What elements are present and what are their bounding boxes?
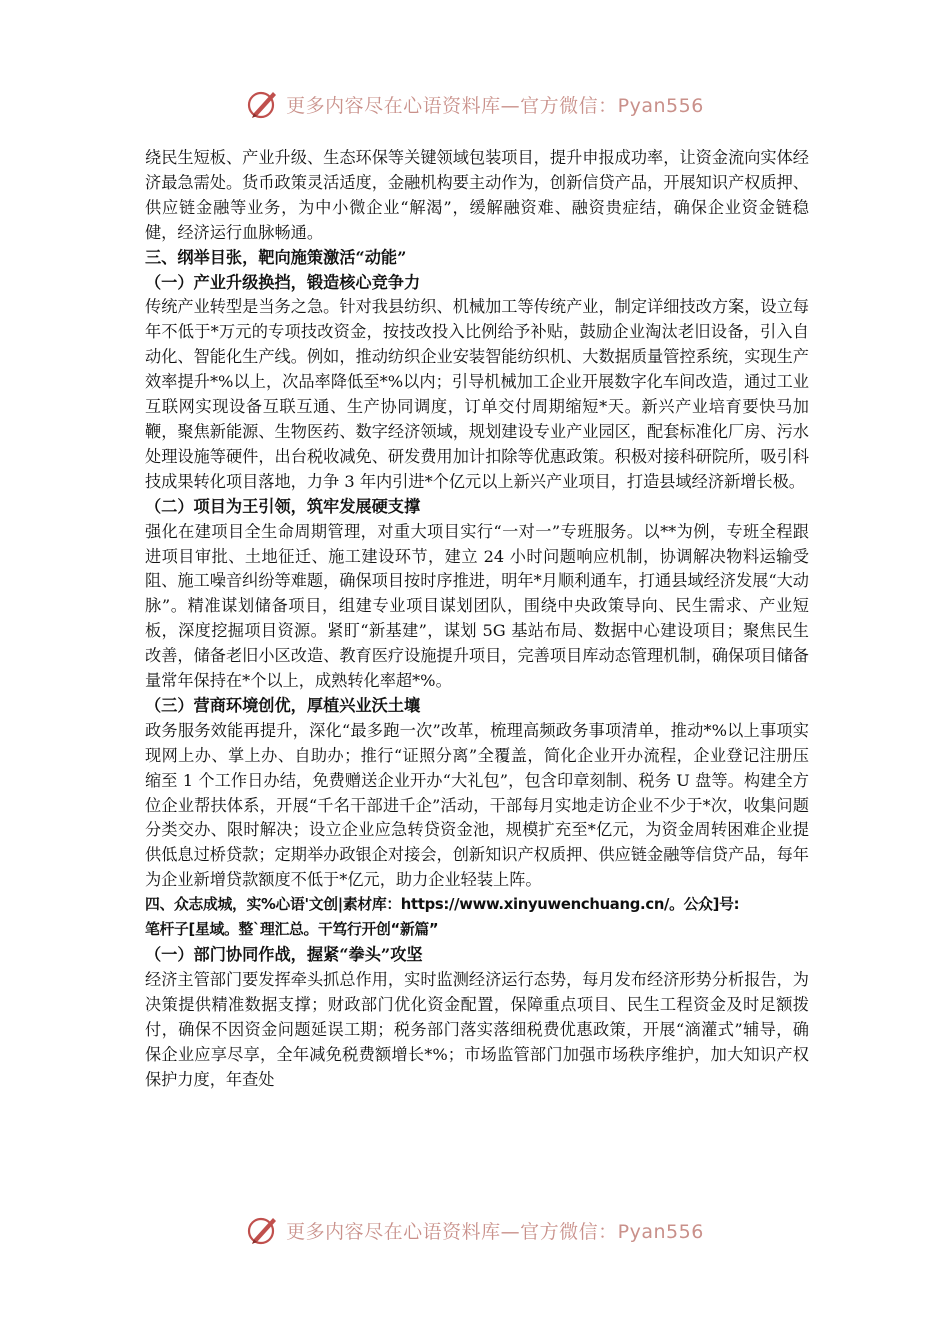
- subsection-heading: （二）项目为王引领，筑牢发展硬支撑: [145, 496, 421, 516]
- pen-logo-icon: [246, 1213, 280, 1247]
- section-heading: 四、众志成城，实%心语'文创|素材库：https://www.xinyuwenchuang.cn/。公众]号:: [145, 896, 740, 914]
- watermark-text: 更多内容尽在心语资料库—官方微信：Pyan556: [286, 1220, 704, 1243]
- pen-logo-icon: [246, 87, 280, 121]
- paragraph: 绕民生短板、产业升级、生态环保等关键领域包装项目，提升申报成功率，让资金流向实体经济最急需处。货币政策灵活适度，金融机构要主动作为，创新信贷产品，开展知识产权质押、供应链金融等业务，为中小微企业“解渴”，缓解融资难、融资贵症结，确保企业资金链稳健，经济运行血脉畅通。: [145, 148, 809, 242]
- footer-watermark: [0, 1208, 950, 1252]
- subsection-heading: （三）营商环境创优，厚植兴业沃土壤: [145, 695, 421, 715]
- paragraph: 经济主管部门要发挥牵头抓总作用，实时监测经济运行态势，每月发布经济形势分析报告，为决策提供精准数据支撑；财政部门优化资金配置，保障重点项目、民生工程资金及时足额拨付，确保不因资金问题延误工期；税务部门落实落细税费优惠政策，开展“滴灌式”辅导，确保企业应享尽享，全年减免税费额增长*%；市场监管部门加强市场秩序维护，加大知识产权保护力度，年查处: [145, 969, 809, 1089]
- section-heading-continued: 笔杆子[星域。整`理汇总。干笃行开创“新篇”: [145, 921, 439, 939]
- paragraph: 强化在建项目全生命周期管理，对重大项目实行“一对一”专班服务。以**为例，专班全程跟进项目审批、土地征迁、施工建设环节，建立 24 小时问题响应机制，协调解决物料运输受阻、施工噪音纠纷等难题，确保项目按时序推进，明年*月顺利通车，打通县域经济发展“大动脉”。精准谋划储备项目，组建专业项目谋划团队，围绕中央政策导向、民生需求、产业短板，深度挖掘项目资源。紧盯“新基建”，谋划 5G 基站布局、数据中心建设项目；聚焦民生改善，储备老旧小区改造、教育医疗设施提升项目，完善项目库动态管理机制，确保项目储备量常年保持在*个以上，成熟转化率超*%。: [145, 521, 809, 691]
- watermark-text: 更多内容尽在心语资料库—官方微信：Pyan556: [286, 94, 704, 117]
- paragraph: 传统产业转型是当务之急。针对我县纺织、机械加工等传统产业，制定详细技改方案，设立每年不低于*万元的专项技改资金，按技改投入比例给予补贴，鼓励企业淘汰老旧设备，引入自动化、智能化生产线。例如，推动纺织企业安装智能纺织机、大数据质量管控系统，实现生产效率提升*%以上，次品率降低至*%以内；引导机械加工企业开展数字化车间改造，通过工业互联网实现设备互联互通、生产协同调度，订单交付周期缩短*天。新兴产业培育要快马加鞭，聚焦新能源、生物医药、数字经济领域，规划建设专业产业园区，配套标准化厂房、污水处理设施等硬件，出台税收减免、研发费用加计扣除等优惠政策。积极对接科研院所，吸引科技成果转化项目落地，力争 3 年内引进*个亿元以上新兴产业项目，打造县域经济新增长极。: [145, 297, 809, 491]
- document-body: [145, 146, 809, 1092]
- section-heading: 三、纲举目张，靶向施策激活“动能”: [145, 247, 407, 267]
- subsection-heading: （一）产业升级换挡，锻造核心竞争力: [145, 272, 421, 292]
- subsection-heading: （一）部门协同作战，握紧“拳头”攻坚: [145, 945, 423, 964]
- paragraph: 政务服务效能再提升，深化“最多跑一次”改革，梳理高频政务事项清单，推动*%以上事项实现网上办、掌上办、自助办；推行“证照分离”全覆盖，简化企业开办流程，企业登记注册压缩至 1 个工作日办结，免费赠送企业开办“大礼包”，包含印章刻制、税务 U 盘等。构建全方位企业帮扶体系，开展“千名干部进千企”活动，干部每月实地走访企业不少于*次，收集问题分类交办、限时解决；设立企业应急转贷资金池，规模扩充至*亿元，为资金周转困难企业提供低息过桥贷款；定期举办政银企对接会，创新知识产权质押、供应链金融等信贷产品，每年为企业新增贷款额度不低于*亿元，助力企业轻装上阵。: [145, 720, 809, 890]
- header-watermark: [0, 82, 950, 126]
